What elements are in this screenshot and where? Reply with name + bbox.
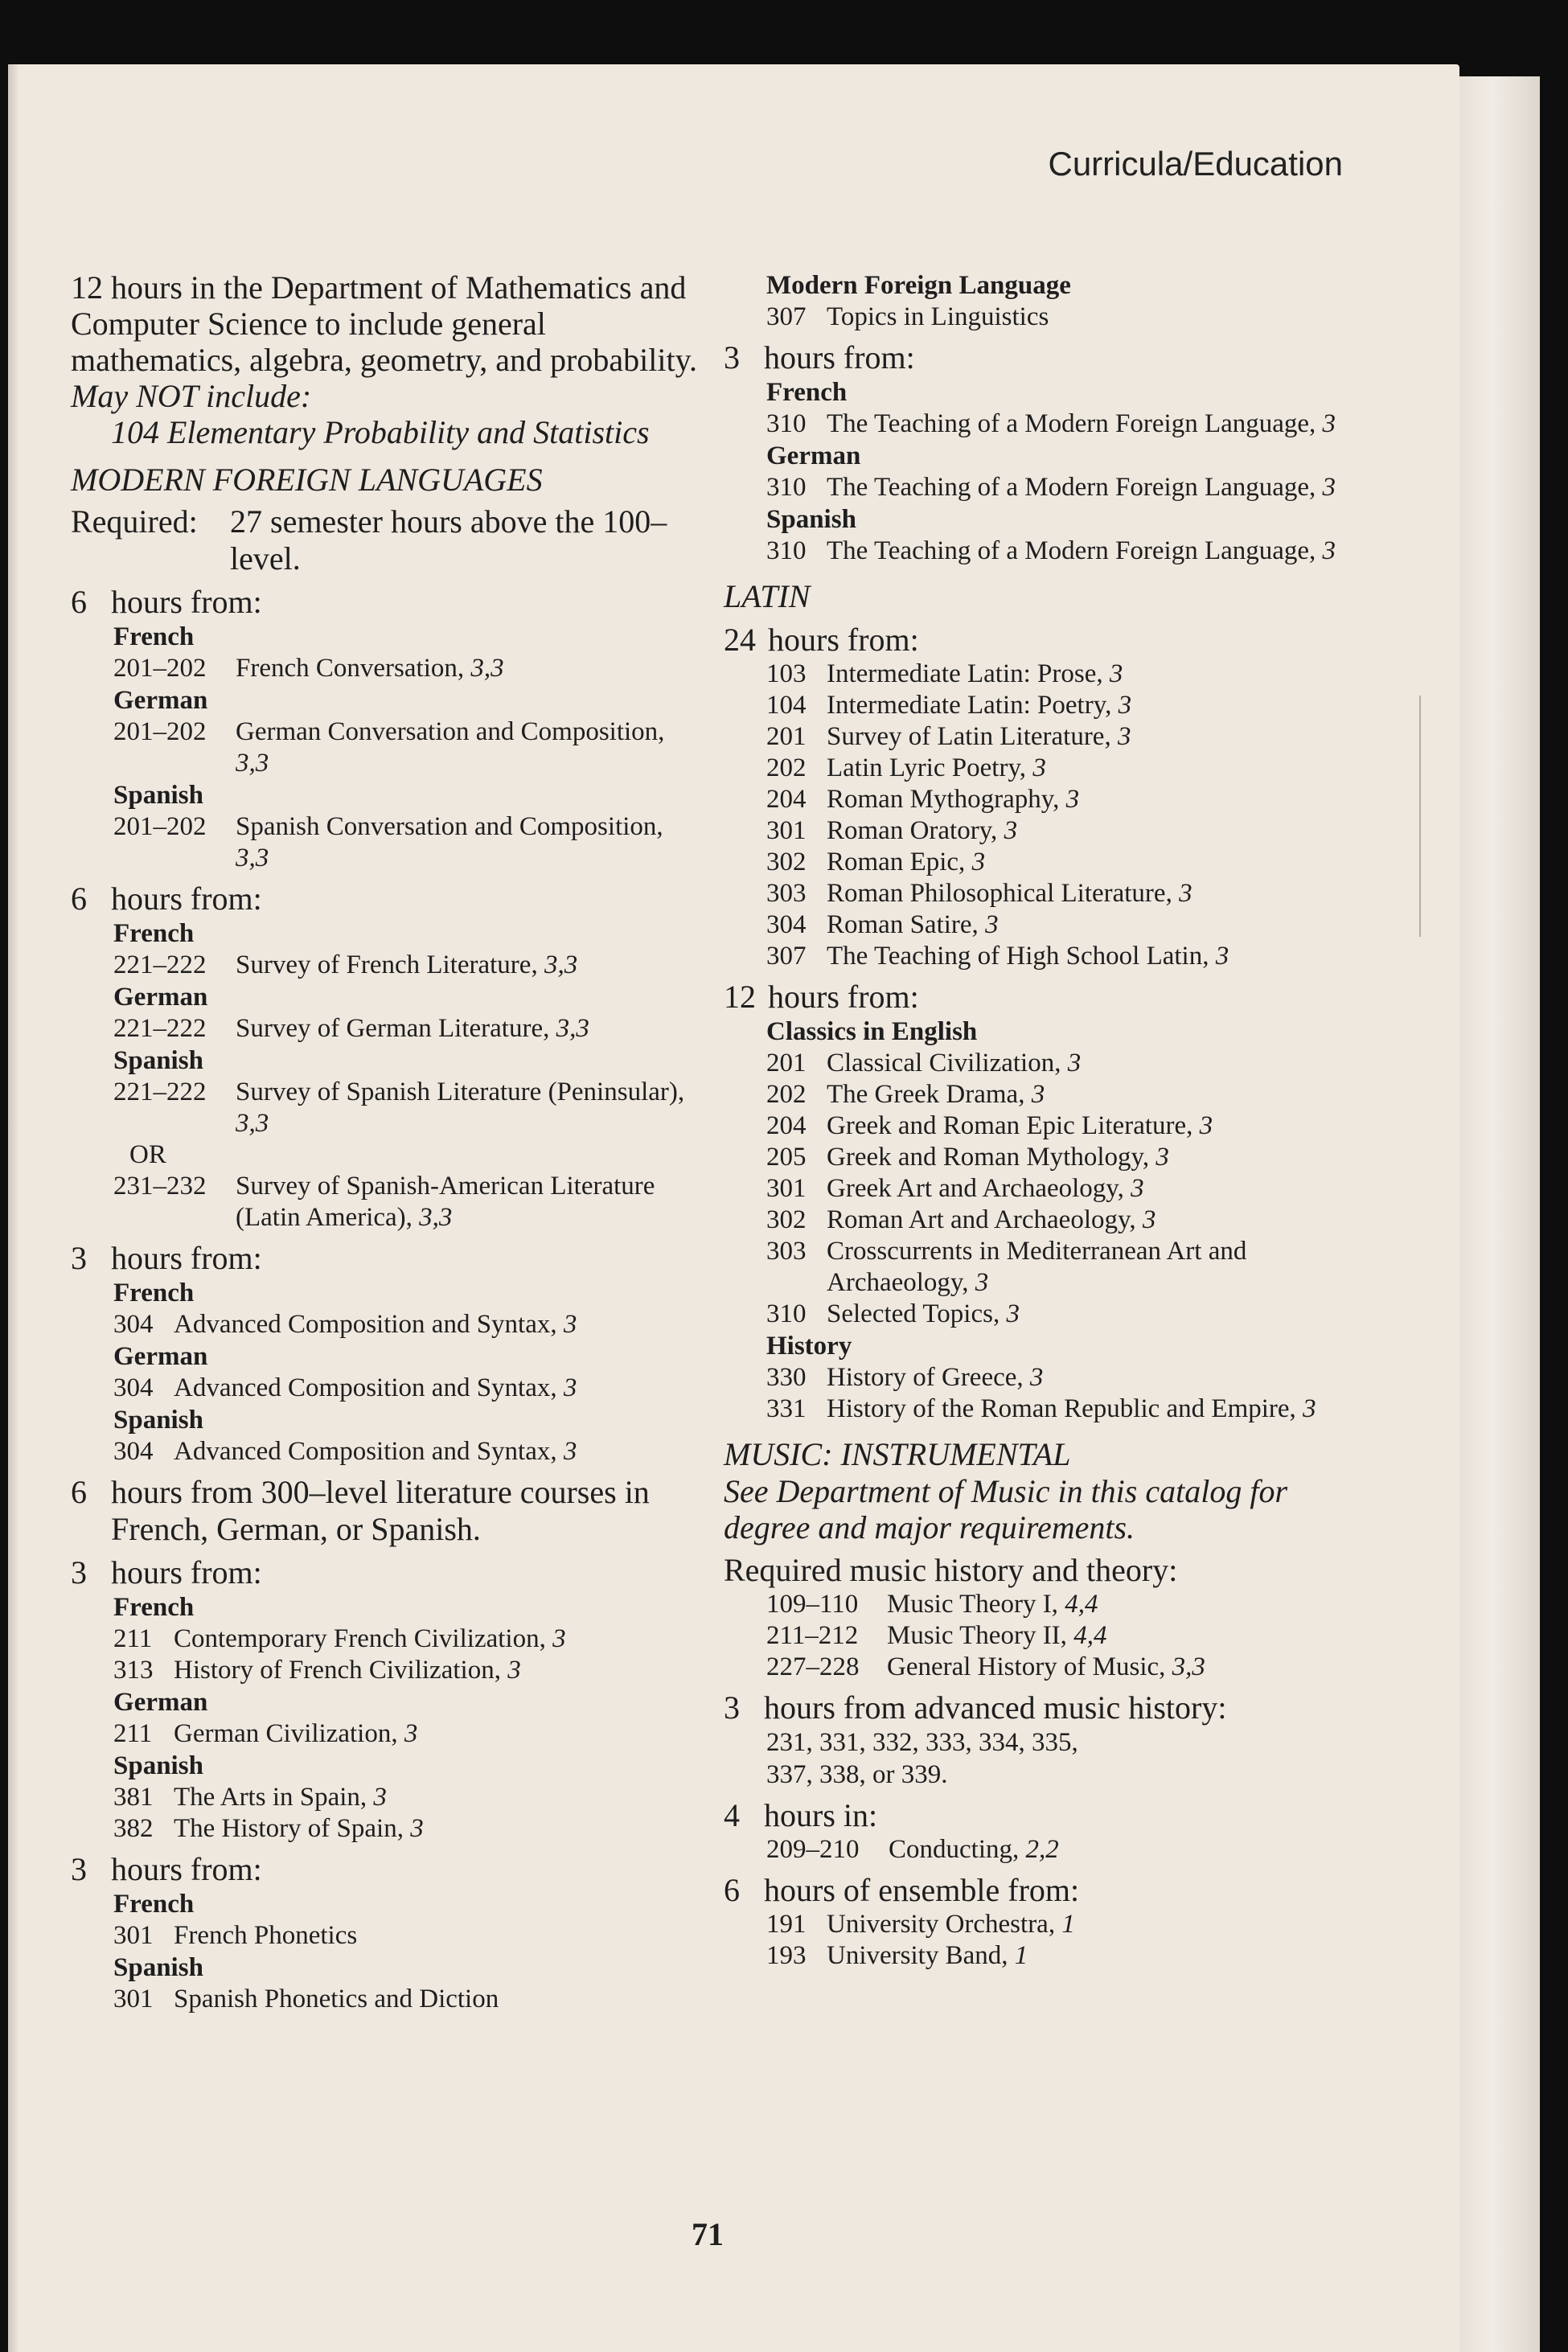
- course-item: 303 Crosscurrents in Mediterranean Art and Archaeology, 3: [766, 1237, 1247, 1297]
- page-number: 71: [692, 2216, 724, 2252]
- course-item: 201–202 French Conversation, 3,3: [113, 654, 504, 683]
- hours-group-r3: [724, 979, 1343, 1016]
- course-item: 204 Greek and Roman Epic Literature, 3: [766, 1111, 1213, 1140]
- course-block: [724, 1834, 1343, 1866]
- course-item: 310 Selected Topics, 3: [766, 1299, 1020, 1328]
- hours-label: hours from:: [111, 1851, 262, 1887]
- course-item: 310 The Teaching of a Modern Foreign Language, 3: [766, 473, 1336, 502]
- course-item: 201 Survey of Latin Literature, 3: [766, 722, 1131, 751]
- hours-count: 12: [724, 979, 756, 1015]
- latin-heading: LATIN: [724, 578, 811, 614]
- hours-label: hours from:: [111, 584, 262, 620]
- course-block: [71, 917, 698, 1233]
- course-item: 231–232 Survey of Spanish-American Literature (Latin America), 3,3: [113, 1172, 655, 1232]
- math-intro: 12 hours in the Department of Mathematics and Computer Science to include general mathematics, algebra, geometry, and probability.: [71, 269, 697, 378]
- course-item: 304 Roman Satire, 3: [766, 910, 999, 939]
- course-item: 193 University Band, 1: [766, 1941, 1028, 1970]
- hours-label: hours from:: [764, 339, 915, 376]
- mfl-heading: MODERN FOREIGN LANGUAGES: [71, 462, 543, 498]
- hours-count: 3: [724, 339, 740, 376]
- course-block: [71, 621, 698, 874]
- hours-group-2: [71, 880, 698, 917]
- hours-count: 3: [724, 1689, 740, 1726]
- required-text: 27 semester hours above the 100–level.: [230, 503, 667, 577]
- hours-group-5: [71, 1554, 698, 1591]
- ensemble-course-list: [724, 1909, 1343, 1972]
- course-block: [71, 1277, 698, 1467]
- history-course-list: [766, 1362, 1343, 1425]
- course-item: 313 History of French Civilization, 3: [113, 1656, 521, 1685]
- hours-count: 24: [724, 622, 756, 658]
- course-item: 302 Roman Art and Archaeology, 3: [766, 1205, 1156, 1234]
- course-block: [71, 1591, 698, 1845]
- hours-group-1: [71, 584, 698, 621]
- course-item: 310 The Teaching of a Modern Foreign Language, 3: [766, 409, 1336, 438]
- course-item: 301 Spanish Phonetics and Diction: [113, 1985, 499, 2013]
- language-heading: French: [113, 1593, 195, 1622]
- language-heading: Spanish: [766, 505, 856, 534]
- language-heading: French: [766, 378, 848, 407]
- language-heading: German: [113, 983, 208, 1012]
- music-course-list: [724, 1589, 1343, 1683]
- course-item: 221–222 Survey of Spanish Literature (Peninsular), 3,3: [113, 1077, 685, 1138]
- course-item: 109–110 Music Theory I, 4,4: [766, 1590, 1098, 1619]
- course-item: 302 Roman Epic, 3: [766, 848, 986, 876]
- course-item: 381 The Arts in Spain, 3: [113, 1783, 387, 1812]
- language-heading: French: [113, 1279, 195, 1307]
- running-header: Curricula/Education: [1048, 145, 1343, 183]
- language-heading: French: [113, 919, 195, 948]
- language-heading: French: [113, 622, 195, 651]
- hours-group-4: [71, 1474, 698, 1548]
- page-edge-stack: [1459, 76, 1540, 2352]
- hours-label: hours from:: [111, 880, 262, 917]
- course-item: 205 Greek and Roman Mythology, 3: [766, 1143, 1169, 1172]
- course-item: 204 Roman Mythography, 3: [766, 785, 1080, 814]
- hours-label: hours in:: [764, 1797, 878, 1833]
- course-item: 307 The Teaching of High School Latin, 3: [766, 942, 1229, 971]
- hours-count: 6: [71, 584, 87, 620]
- classics-course-list: [766, 1048, 1343, 1330]
- subject-heading: Classics in English: [766, 1017, 978, 1046]
- course-item: 301 Greek Art and Archaeology, 3: [766, 1174, 1144, 1203]
- hours-count: 6: [71, 880, 87, 917]
- hours-count: 6: [71, 1474, 87, 1510]
- hours-label: hours from:: [111, 1554, 262, 1591]
- hours-group-m2: [724, 1797, 1343, 1834]
- hours-group-r2: [724, 622, 1343, 659]
- mfl-required: [71, 503, 698, 577]
- hours-label: hours of ensemble from:: [764, 1872, 1080, 1908]
- language-heading: Spanish: [113, 1953, 203, 1982]
- required-label: Required:: [71, 503, 198, 540]
- hours-count: 3: [71, 1554, 87, 1591]
- or-separator: OR: [129, 1140, 166, 1169]
- hours-label: hours from:: [111, 1240, 262, 1276]
- hours-group-m3: [724, 1872, 1343, 1909]
- hours-label: hours from 300–level literature courses in French, German, or Spanish.: [111, 1474, 650, 1547]
- margin-rule: [1419, 696, 1421, 937]
- language-heading: German: [766, 441, 861, 470]
- excluded-course: 104 Elementary Probability and Statistics: [111, 414, 650, 450]
- language-heading: German: [113, 1342, 208, 1371]
- course-item: 211 Contemporary French Civilization, 3: [113, 1624, 566, 1653]
- hours-label: hours from:: [768, 622, 919, 658]
- course-block: [724, 1016, 1343, 1425]
- course-item: 227–228 General History of Music, 3,3: [766, 1652, 1205, 1681]
- music-required: Required music history and theory:: [724, 1552, 1178, 1588]
- music-note: See Department of Music in this catalog for degree and major requirements.: [724, 1473, 1288, 1545]
- hours-label: hours from:: [768, 979, 919, 1015]
- course-item: 191 University Orchestra, 1: [766, 1910, 1075, 1939]
- hours-group-m1: [724, 1689, 1343, 1726]
- hours-group-3: [71, 1240, 698, 1277]
- subject-heading: History: [766, 1332, 852, 1361]
- course-item: 382 The History of Spain, 3: [113, 1814, 424, 1843]
- language-heading: Spanish: [113, 1046, 203, 1075]
- course-item: 211–212 Music Theory II, 4,4: [766, 1621, 1107, 1650]
- hours-count: 3: [71, 1851, 87, 1887]
- course-item: 209–210 Conducting, 2,2: [766, 1835, 1059, 1864]
- course-block: [724, 269, 1343, 333]
- hours-label: hours from advanced music history:: [764, 1689, 1227, 1726]
- language-heading: Spanish: [113, 1751, 203, 1780]
- course-block: [724, 376, 1343, 567]
- course-item: 202 The Greek Drama, 3: [766, 1080, 1045, 1109]
- language-heading: Spanish: [113, 781, 203, 810]
- course-item: 301 Roman Oratory, 3: [766, 816, 1018, 845]
- course-item: 103 Intermediate Latin: Prose, 3: [766, 659, 1123, 688]
- hours-group-r1: [724, 339, 1343, 376]
- language-heading: German: [113, 686, 208, 715]
- music-heading: MUSIC: INSTRUMENTAL: [724, 1436, 1071, 1472]
- course-item: 304 Advanced Composition and Syntax, 3: [113, 1373, 577, 1402]
- language-heading: German: [113, 1688, 208, 1717]
- course-item: 201 Classical Civilization, 3: [766, 1049, 1082, 1077]
- course-item: 201–202 German Conversation and Composition, 3,3: [113, 717, 665, 778]
- course-item: 104 Intermediate Latin: Poetry, 3: [766, 691, 1132, 720]
- language-heading: Spanish: [113, 1406, 203, 1435]
- course-item: 301 French Phonetics: [113, 1921, 358, 1950]
- course-item: 221–222 Survey of French Literature, 3,3: [113, 950, 578, 979]
- hours-group-6: [71, 1851, 698, 1888]
- latin-course-list: [724, 659, 1343, 972]
- hours-count: 3: [71, 1240, 87, 1276]
- course-item: 304 Advanced Composition and Syntax, 3: [113, 1437, 577, 1466]
- course-item: 211 German Civilization, 3: [113, 1719, 418, 1748]
- course-item: 307 Topics in Linguistics: [766, 302, 1049, 331]
- right-column: [724, 269, 1343, 1972]
- course-item: 304 Advanced Composition and Syntax, 3: [113, 1310, 577, 1339]
- course-item: 221–222 Survey of German Literature, 3,3: [113, 1014, 589, 1043]
- language-heading: Modern Foreign Language: [766, 271, 1071, 300]
- course-item: 310 The Teaching of a Modern Foreign Language, 3: [766, 536, 1336, 565]
- course-item: 331 History of the Roman Republic and Empire, 3: [766, 1394, 1316, 1423]
- course-item: 202 Latin Lyric Poetry, 3: [766, 753, 1046, 782]
- music-history-list: 231, 331, 332, 333, 334, 335, 337, 338, or 339.: [766, 1728, 1078, 1789]
- course-item: 201–202 Spanish Conversation and Composition, 3,3: [113, 812, 663, 872]
- language-heading: French: [113, 1890, 195, 1919]
- page-binding-shadow: [8, 64, 19, 2352]
- course-block: [71, 1888, 698, 2015]
- may-not-label: May NOT include:: [71, 378, 312, 414]
- hours-count: 6: [724, 1872, 740, 1908]
- course-item: 303 Roman Philosophical Literature, 3: [766, 879, 1192, 908]
- hours-count: 4: [724, 1797, 740, 1833]
- course-item: 330 History of Greece, 3: [766, 1363, 1044, 1392]
- left-column: [71, 269, 698, 2015]
